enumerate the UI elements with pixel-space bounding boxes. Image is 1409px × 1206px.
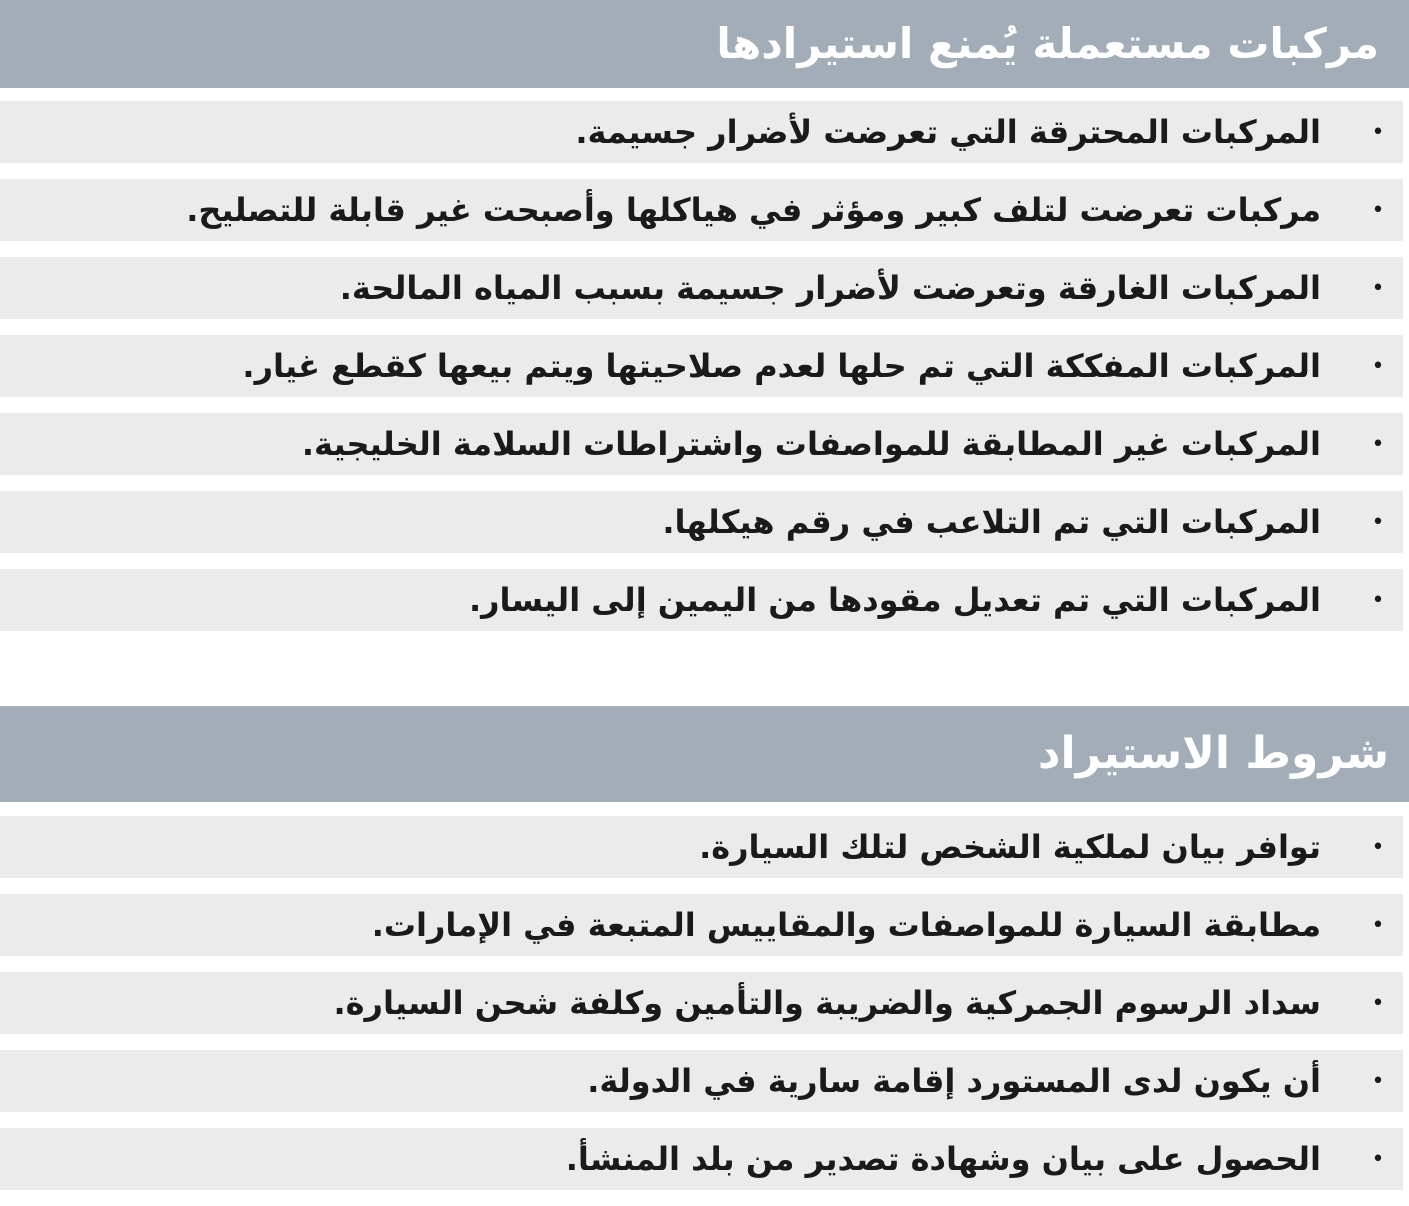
list-item-text: الحصول على بيان وشهادة تصدير من بلد المنشأ. <box>565 1140 1321 1178</box>
list-item <box>0 972 1403 1034</box>
list-item-text: سداد الرسوم الجمركية والضريبة والتأمين وكلفة شحن السيارة. <box>333 984 1321 1022</box>
import-conditions-header <box>0 706 1409 802</box>
list-item <box>0 257 1403 319</box>
bullet-icon: • <box>1371 1068 1385 1094</box>
bullet-icon: • <box>1371 353 1385 379</box>
list-item <box>0 894 1403 956</box>
list-item <box>0 413 1403 475</box>
list-item <box>0 816 1403 878</box>
list-item-text: توافر بيان لملكية الشخص لتلك السيارة. <box>699 828 1321 866</box>
bullet-icon: • <box>1371 912 1385 938</box>
bullet-icon: • <box>1371 431 1385 457</box>
list-item <box>0 179 1403 241</box>
section-title: مركبات مستعملة يُمنع استيرادها <box>716 19 1379 68</box>
bullet-icon: • <box>1371 275 1385 301</box>
list-item <box>0 101 1403 163</box>
banned-vehicles-header <box>0 0 1409 88</box>
list-item-text: المركبات المحترقة التي تعرضت لأضرار جسيمة. <box>575 113 1321 151</box>
bullet-icon: • <box>1371 509 1385 535</box>
list-item-text: مركبات تعرضت لتلف كبير ومؤثر في هياكلها وأصبحت غير قابلة للتصليح. <box>186 191 1321 229</box>
bullet-icon: • <box>1371 119 1385 145</box>
list-item <box>0 491 1403 553</box>
list-item-text: مطابقة السيارة للمواصفات والمقاييس المتبعة في الإمارات. <box>371 906 1321 944</box>
bullet-icon: • <box>1371 587 1385 613</box>
list-item <box>0 1050 1403 1112</box>
section-title: شروط الاستيراد <box>1037 728 1389 779</box>
bullet-icon: • <box>1371 1146 1385 1172</box>
list-item-text: المركبات الغارقة وتعرضت لأضرار جسيمة بسبب المياه المالحة. <box>339 269 1321 307</box>
banned-vehicles-list <box>0 101 1403 647</box>
bullet-icon: • <box>1371 990 1385 1016</box>
list-item <box>0 1128 1403 1190</box>
list-item-text: المركبات المفككة التي تم حلها لعدم صلاحيتها ويتم بيعها كقطع غيار. <box>242 347 1321 385</box>
list-item-text: المركبات التي تم التلاعب في رقم هيكلها. <box>662 503 1321 541</box>
list-item <box>0 569 1403 631</box>
list-item-text: المركبات التي تم تعديل مقودها من اليمين إلى اليسار. <box>468 581 1321 619</box>
list-item <box>0 335 1403 397</box>
bullet-icon: • <box>1371 197 1385 223</box>
import-conditions-list <box>0 816 1403 1206</box>
list-item-text: أن يكون لدى المستورد إقامة سارية في الدولة. <box>587 1062 1321 1100</box>
list-item-text: المركبات غير المطابقة للمواصفات واشتراطات السلامة الخليجية. <box>301 425 1321 463</box>
bullet-icon: • <box>1371 834 1385 860</box>
